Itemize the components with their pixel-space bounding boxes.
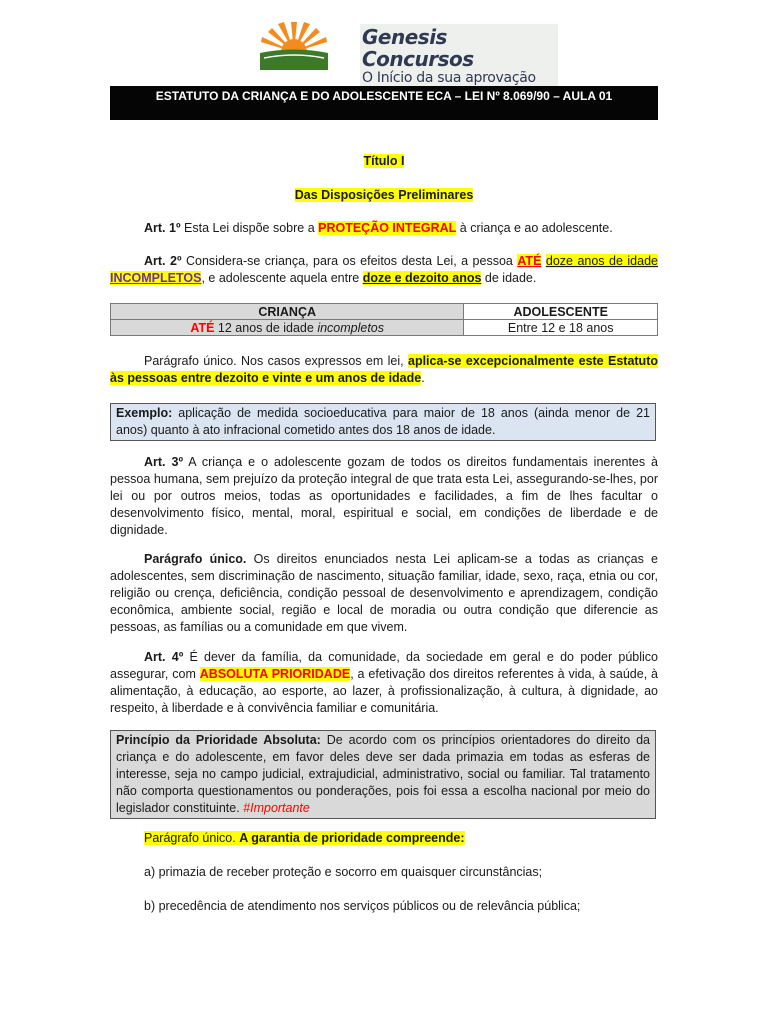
art1-text-b: à criança e ao adolescente. [456,221,613,235]
art3-text: A criança e o adolescente gozam de todos os direitos fundamentais inerentes à pessoa humana, sem prejuízo da proteção integral de que trata esta Lei, assegurando-se-lhes, por lei ou por outros meios, todas as oportunidades e facilidades, a fim de lhes facultar o desenvolvimento físico, mental, moral, espiritual e social, em condições de liberdade e de dignidade. [110,455,658,537]
art2-text-a: Considera-se criança, para os efeitos desta Lei, a pessoa [181,254,518,268]
exemplo-box [110,403,656,441]
principio-box [110,730,656,819]
art1-number: Art. 1º [144,221,181,235]
art4-highlight: ABSOLUTA PRIORIDADE [199,667,351,681]
principio-label: Princípio da Prioridade Absoluta: [116,733,321,747]
heading-titulo [110,153,658,170]
table-row [111,320,658,336]
table-header-row [111,304,658,320]
art2-ate: ATÉ [517,254,542,268]
art4-text-a: É dever da família, da comunidade, da sociedade em geral e do poder público assegurar, com [110,650,658,681]
art2-text-c: de idade. [481,271,537,285]
exemplo-text: aplicação de medida socioeducativa para maior de 18 anos (ainda menor de 21 anos) quanto à ato infracional cometido antes dos 18 anos de idade. [116,406,650,437]
table-crianca-text: 12 anos de idade [214,320,318,335]
brand-name: Genesis Concursos [362,25,474,71]
art2-text-b: , e adolescente aquela entre [201,271,363,285]
art4-number: Art. 4º [144,650,184,664]
principio-text: De acordo com os princípios orientadores do direito da criança e do adolescente, em favor deles deve ser dada primazia em todas as esferas de interesse, seja no campo judicial, extrajudicial, administrativo, social ou familiar. Tal tratamento não comporta questionamentos ou ponderações, pois foi essa a escolha nacional por meio do legislador constituinte. [116,733,650,815]
heading-subtitulo [110,187,658,204]
title-banner [110,86,658,120]
paragrafo-unico-2 [110,551,658,636]
art3-number: Art. 3º [144,455,184,469]
art2-entre: doze e dezoito anos [362,271,482,285]
paragrafo-unico-1: Parágrafo único. Nos casos expressos em lei, aplica-se excepcionalmente este Estatuto às pessoas entre dezoito e vinte e um anos de idade. [110,354,658,385]
art2-number: Art. 2º [144,254,182,268]
list-item-a: a) primazia de receber proteção e socorro em quaisquer circunstâncias; [144,865,543,879]
art1-paragraph [110,220,692,237]
paragrafo2-label: Parágrafo único. [144,552,247,566]
exemplo-label: Exemplo: [116,406,173,420]
brand-block [360,24,558,90]
brand-tagline: O Início da sua aprovação [362,70,536,86]
table-cell-adolescente: Entre 12 e 18 anos [464,320,658,336]
titulo-text: Título I [363,154,405,168]
banner-text: ESTATUTO DA CRIANÇA E DO ADOLESCENTE ECA – LEI Nº 8.069/90 – AULA 01 [155,89,613,103]
paragrafo1-highlight: aplica-se excepcionalmente este Estatuto às pessoas entre dezoito e vinte e um anos de idade [110,354,658,385]
subtitulo-text: Das Disposições Preliminares [294,188,474,202]
art1-highlight: PROTEÇÃO INTEGRAL [318,221,457,235]
paragrafo3-text-a: Parágrafo único. [144,831,236,845]
art2-doze: doze anos de idade [545,254,658,268]
crianca-adolescente-table [110,303,658,336]
art4-paragraph [110,649,658,717]
table-ate: ATÉ [190,320,215,335]
table-cell-crianca [111,320,464,336]
paragrafo3-text-b: A garantia de prioridade compreende: [239,831,465,845]
paragrafo-unico-3 [110,830,692,847]
table-header-adolescente: ADOLESCENTE [464,304,658,320]
art3-paragraph [110,454,658,539]
principio-tag: #Importante [243,801,310,815]
table-incompletos: incompletos [317,320,385,335]
paragrafo1-text-a: Parágrafo único. Nos casos expressos em lei, [144,354,408,368]
art2-paragraph [110,253,658,287]
logo [258,22,558,86]
art4-text-b: , a efetivação dos direitos referentes à vida, à saúde, à alimentação, à educação, ao esporte, ao lazer, à profissionalização, à cultura, à dignidade, ao respeito, à liberdade e à convivência familiar e comunitária. [110,667,659,715]
table-header-crianca: CRIANÇA [111,304,464,320]
art1-text-a: Esta Lei dispõe sobre a [180,221,319,235]
art2-incompletos: INCOMPLETOS [110,271,202,285]
sun-logo-icon [258,22,330,70]
paragrafo2-text: Os direitos enunciados nesta Lei aplicam-se a todas as crianças e adolescentes, sem discriminação de nascimento, situação familiar, idade, sexo, raça, etnia ou cor, religião ou crença, deficiência, condição pessoal de desenvolvimento e aprendizagem, condição econômica, ambiente social, região e local de moradia ou outra condição que diferencie as pessoas, as famílias ou a comunidade em que vivem. [110,552,658,634]
list-item-b: b) precedência de atendimento nos serviços públicos ou de relevância pública; [144,899,581,913]
